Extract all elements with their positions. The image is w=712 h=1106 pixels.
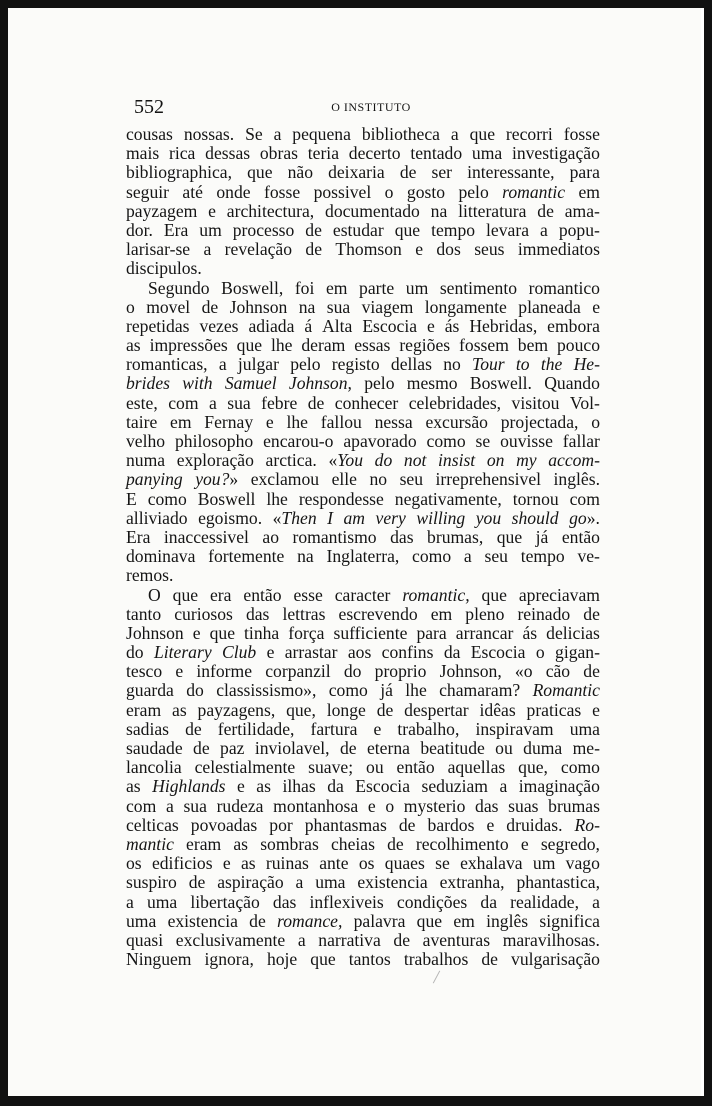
text-line: com a sua rudeza montanhosa e o mysterio das suas brumas	[126, 795, 600, 816]
running-title: O INSTITUTO	[331, 100, 411, 114]
text-line: as Highlands e as ilhas da Escocia seduziam a imaginação	[126, 776, 600, 797]
text-line: Era inaccessivel ao romantismo das brumas, que já então	[126, 526, 600, 547]
text-line: o movel de Johnson na sua viagem longamente planeada e	[126, 296, 600, 317]
text-line: alliviado egoismo. «Then I am very willing you should go».	[126, 507, 600, 528]
text-line: do Literary Club e arrastar aos confins da Escocia o gigan-	[126, 642, 600, 663]
text-line: tesco e informe corpanzil do proprio Johnson, «o cão de	[126, 661, 600, 682]
text-line: lancolia celestialmente suave; ou então aquellas que, como	[126, 757, 600, 778]
text-line: suspiro de aspiração a uma existencia extranha, phantastica,	[126, 872, 600, 893]
text-line: payzagem e architectura, documentado na litteratura de ama-	[126, 200, 600, 221]
text-line: Ninguem ignora, hoje que tantos trabalhos de vulgarisação	[126, 949, 600, 970]
text-line: romanticas, a julgar pelo registo dellas no Tour to the He-	[126, 354, 600, 375]
text-line: tanto curiosos das lettras escrevendo em pleno reinado de	[126, 603, 600, 624]
text-line: E como Boswell lhe respondesse negativamente, tornou com	[126, 488, 600, 509]
text-line: uma existencia de romance, palavra que em inglês significa	[126, 910, 600, 931]
text-line: cousas nossas. Se a pequena bibliotheca a que recorri fosse	[126, 124, 600, 144]
text-line: discipulos.	[126, 258, 202, 279]
page-header	[134, 94, 608, 118]
text-line: O que era então esse caracter romantic, que apreciavam	[148, 584, 600, 605]
text-line: celticas povoadas por phantasmas de bardos e druidas. Ro-	[126, 814, 600, 835]
text-line: sadias de fertilidade, fartura e trabalho, inspiravam uma	[126, 718, 600, 739]
text-line: Segundo Boswell, foi em parte um sentimento romantico	[148, 277, 600, 298]
text-line: eram as payzagens, que, longe de despertar idêas praticas e	[126, 699, 600, 720]
text-line: dor. Era um processo de estudar que tempo levara a popu-	[126, 219, 600, 240]
text-line: mantic eram as sombras cheias de recolhimento e segredo,	[126, 833, 600, 854]
text-line: os edificios e as ruinas ante os quaes se exhalava um vago	[126, 853, 600, 874]
text-line: bibliographica, que não deixaria de ser interessante, para	[126, 162, 600, 183]
text-line: remos.	[126, 565, 174, 586]
text-line: dominava fortemente na Inglaterra, como a seu tempo ve-	[126, 546, 600, 567]
body-text	[126, 125, 600, 969]
text-line: guarda do classissismo», como já lhe chamaram? Romantic	[126, 680, 600, 701]
text-line: velho philosopho encarou-o apavorado como se ouvisse fallar	[126, 431, 600, 451]
text-line: as impressões que lhe deram essas regiões fossem bem pouco	[126, 335, 600, 356]
text-line: panying you?» exclamou elle no seu irreprehensivel inglês.	[126, 469, 600, 490]
text-line: mais rica dessas obras teria decerto tentado uma investigação	[126, 143, 600, 164]
text-line: brides with Samuel Johnson, pelo mesmo Boswell. Quando	[126, 373, 600, 394]
text-line: repetidas vezes adiada á Alta Escocia e ás Hebridas, embora	[126, 315, 600, 336]
text-line: saudade de paz inviolavel, de eterna beatitude ou duma me-	[126, 738, 600, 758]
text-line: numa exploração arctica. «You do not insist on my accom-	[126, 450, 600, 471]
text-line: larisar-se a revelação de Thomson e dos seus immediatos	[126, 239, 600, 260]
text-line: taire em Fernay e lhe fallou nessa excursão projectada, o	[126, 411, 600, 432]
text-line: seguir até onde fosse possivel o gosto pelo romantic em	[126, 181, 600, 202]
text-line: Johnson e que tinha força sufficiente para arrancar ás delicias	[126, 622, 600, 643]
pencil-mark	[433, 971, 440, 984]
text-line: este, com a sua febre de conhecer celebridades, visitou Vol-	[126, 392, 600, 413]
page-number: 552	[134, 96, 164, 118]
text-line: quasi exclusivamente a narrativa de aventuras maravilhosas.	[126, 929, 600, 950]
text-line: a uma libertação das inflexiveis condições da realidade, a	[126, 891, 600, 912]
